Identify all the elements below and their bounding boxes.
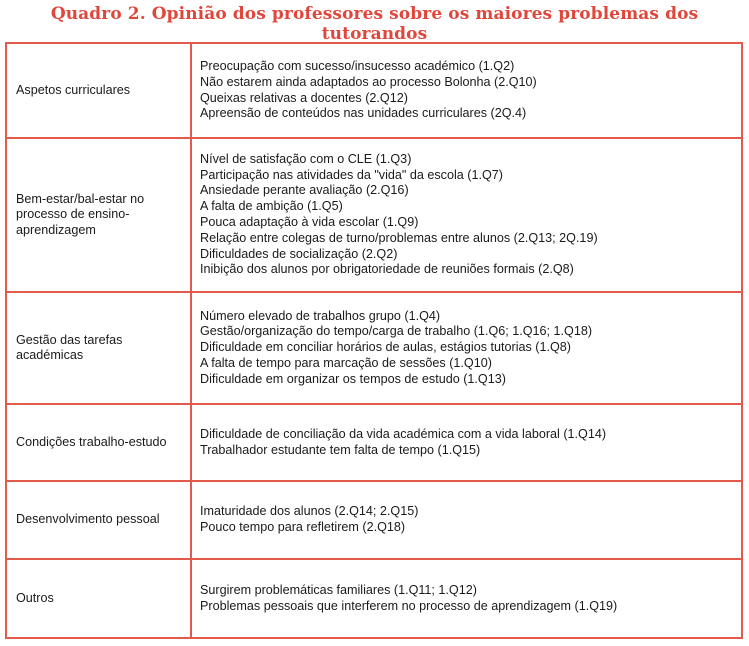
list-item: Dificuldade em organizar os tempos de estudo (1.Q13) [200,371,506,386]
list-item: Trabalhador estudante tem falta de tempo (1.Q15) [200,442,481,457]
list-item: Queixas relativas a docentes (2.Q12) [200,90,408,105]
table-row [6,43,742,138]
list-item: A falta de ambição (1.Q5) [200,199,343,214]
table-row [6,481,742,559]
items-cell [191,138,742,292]
list-item: Pouco tempo para refletirem (2.Q18) [200,520,406,534]
list-item: Problemas pessoais que interferem no processo de aprendizagem (1.Q19) [200,598,618,613]
list-item: Apreensão de conteúdos nas unidades curriculares (2Q.4) [200,106,527,121]
items-cell [191,43,742,138]
list-item: Gestão/organização do tempo/carga de trabalho (1.Q6; 1.Q16; 1.Q18) [200,324,593,339]
list-item: Imaturidade dos alunos (2.Q14; 2.Q15) [200,504,419,519]
list-item: Inibição dos alunos por obrigatoriedade de reuniões formais (2.Q8) [200,262,574,277]
list-item: Surgirem problemáticas familiares (1.Q11; 1.Q12) [200,582,477,597]
table-row [6,559,742,638]
list-item: Não estarem ainda adaptados ao processo Bolonha (2.Q10) [200,74,537,89]
list-item: A falta de tempo para marcação de sessões (1.Q10) [200,355,492,370]
category-cell: Outros [6,559,191,638]
category-cell: Gestão das tarefas académicas [6,292,191,404]
problems-table [5,42,743,639]
items-cell [191,481,742,559]
category-cell: Bem-estar/bal-estar no processo de ensino-aprendizagem [6,138,191,292]
list-item: Pouca adaptação à vida escolar (1.Q9) [200,215,419,229]
category-cell: Aspetos curriculares [6,43,191,138]
list-item: Dificuldades de socialização (2.Q2) [200,246,398,261]
table-row [6,404,742,481]
category-cell: Condições trabalho-estudo [6,404,191,481]
category-cell: Desenvolvimento pessoal [6,481,191,559]
list-item: Ansiedade perante avaliação (2.Q16) [200,183,409,198]
items-cell [191,404,742,481]
items-cell [191,559,742,638]
table-row [6,292,742,404]
list-item: Dificuldade em conciliar horários de aulas, estágios tutorias (1.Q8) [200,340,571,355]
list-item: Dificuldade de conciliação da vida académica com a vida laboral (1.Q14) [200,426,607,441]
list-item: Relação entre colegas de turno/problemas entre alunos (2.Q13; 2Q.19) [200,230,598,245]
list-item: Participação nas atividades da "vida" da escola (1.Q7) [200,167,503,182]
table-row [6,138,742,292]
list-item: Número elevado de trabalhos grupo (1.Q4) [200,308,441,323]
table-title: Quadro 2. Opinião dos professores sobre os maiores problemas dos tutorandos [50,4,699,44]
list-item: Preocupação com sucesso/insucesso académico (1.Q2) [200,58,515,73]
list-item: Nível de satisfação com o CLE (1.Q3) [200,151,412,166]
items-cell [191,292,742,404]
